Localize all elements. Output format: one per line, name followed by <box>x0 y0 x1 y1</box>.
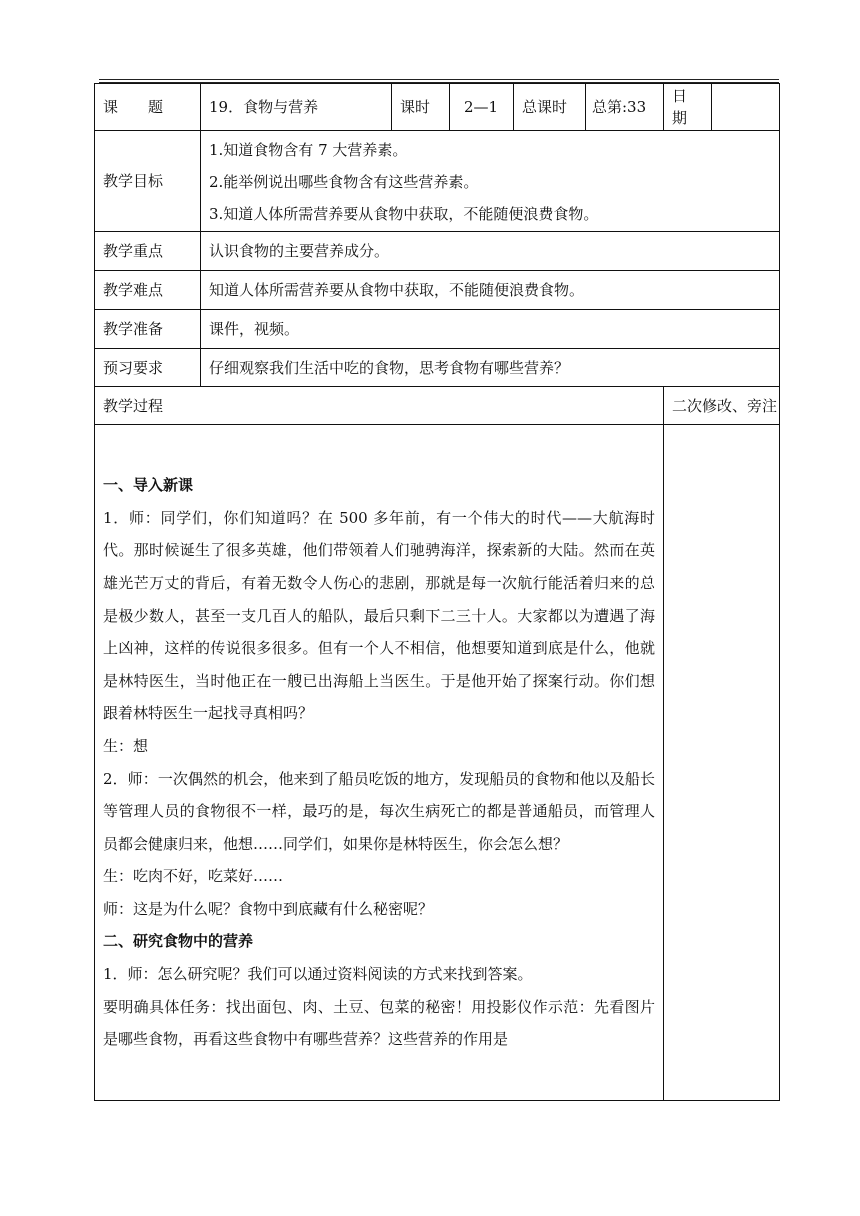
notes-label: 二次修改、旁注 <box>664 387 780 425</box>
topic-label: 课 题 <box>95 84 201 131</box>
key-point-label: 教学重点 <box>95 232 201 271</box>
process-paragraph: 生：吃肉不好，吃菜好…… <box>103 867 284 886</box>
process-paragraph: 师：这是为什么呢？食物中到底藏有什么秘密呢？ <box>103 899 434 918</box>
process-paragraph: 要明确具体任务：找出面包、肉、土豆、包菜的秘密！用投影仪作示范：先看图片是哪些食物，再看这些食物中有哪些营养？这些营养的作用是 <box>103 997 655 1049</box>
objectives-cell <box>201 131 780 232</box>
header-rule-top <box>99 79 779 80</box>
process-paragraph: 生：想 <box>103 736 149 755</box>
preparation-label: 教学准备 <box>95 310 201 349</box>
process-paragraphs <box>103 469 655 1056</box>
date-label-line-1: 日 <box>672 87 688 105</box>
total-value: 总第:33 <box>586 84 664 131</box>
difficulty-row <box>95 271 780 310</box>
date-label-line-2: 期 <box>672 109 688 127</box>
difficulty-value: 知道人体所需营养要从食物中获取，不能随便浪费食物。 <box>201 271 780 310</box>
process-paragraph: 2．师：一次偶然的机会，他来到了船员吃饭的地方，发现船员的食物和他以及船长等管理人员的食物很不一样，最巧的是，每次生病死亡的都是普通船员，而管理人员都会健康归来，他想……同学们，如果你是林特医生，你会怎么想？ <box>103 769 655 853</box>
preview-label: 预习要求 <box>95 349 201 387</box>
process-body-row <box>95 425 780 1101</box>
total-label: 总课时 <box>514 84 586 131</box>
period-label: 课时 <box>392 84 450 131</box>
process-section-heading: 二、研究食物中的营养 <box>103 932 254 951</box>
lesson-plan-table <box>94 83 780 1101</box>
objective-1: 1.知道食物含有 7 大营养素。 <box>209 140 408 159</box>
header-row <box>95 84 780 131</box>
objective-3: 3.知道人体所需营养要从食物中获取，不能随便浪费食物。 <box>209 204 599 223</box>
objectives-row <box>95 131 780 232</box>
preview-row <box>95 349 780 387</box>
preparation-row <box>95 310 780 349</box>
key-point-row <box>95 232 780 271</box>
preparation-value: 课件，视频。 <box>201 310 780 349</box>
date-label <box>664 84 712 131</box>
process-header-row <box>95 387 780 425</box>
process-paragraph: 1．师：怎么研究呢？我们可以通过资料阅读的方式来找到答案。 <box>103 965 533 984</box>
process-paragraph: 1．师：同学们，你们知道吗？在 500 多年前，有一个伟大的时代——大航海时代。那时候诞生了很多英雄，他们带领着人们驰骋海洋，探索新的大陆。然而在英雄光芒万丈的背后，有着无数令人伤心的悲剧，那就是每一次航行能活着归来的总是极少数人，甚至一支几百人的船队，最后只剩下二三十人。大家都以为遭遇了海上凶神，这样的传说很多很多。但有一个人不相信，他想要知道到底是什么，他就是林特医生，当时他正在一艘已出海船上当医生。于是他开始了探案行动。你们想跟着林特医生一起找寻真相吗？ <box>103 508 655 723</box>
objectives-label: 教学目标 <box>95 131 201 232</box>
key-point-value: 认识食物的主要营养成分。 <box>201 232 780 271</box>
period-value: 2—1 <box>450 84 514 131</box>
objective-2: 2.能举例说出哪些食物含有这些营养素。 <box>209 172 479 191</box>
notes-content <box>664 425 780 1101</box>
difficulty-label: 教学难点 <box>95 271 201 310</box>
process-label: 教学过程 <box>95 387 664 425</box>
preview-value: 仔细观察我们生活中吃的食物，思考食物有哪些营养？ <box>201 349 780 387</box>
topic-value: 19．食物与营养 <box>201 84 392 131</box>
process-content <box>95 425 664 1101</box>
date-value <box>712 84 780 131</box>
process-section-heading: 一、导入新课 <box>103 476 194 495</box>
